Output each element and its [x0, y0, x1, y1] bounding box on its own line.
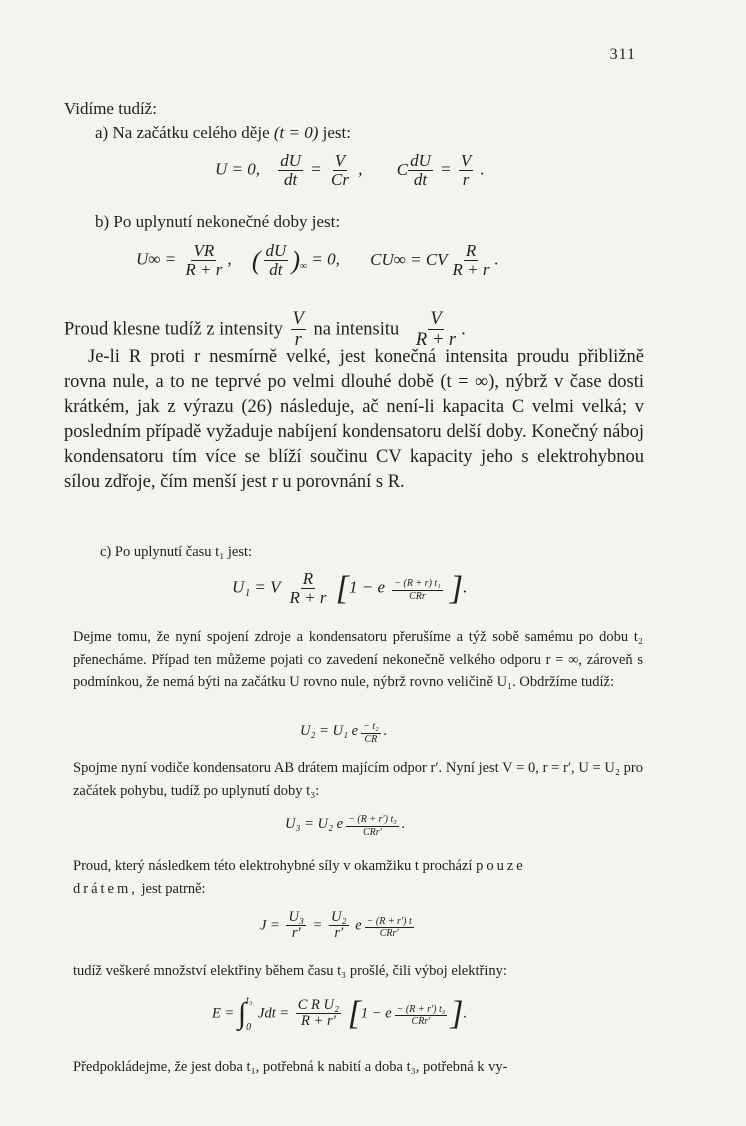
paragraph-5: tudíž veškeré množství elektřiny během času t₃ prošlé, čili výboj elektřiny:	[73, 963, 507, 979]
equation-b: U∞ = $\frac{VR}{R + r}$ , ( $\frac{dU}{dt}$ )$_\infty = 0$, CU∞ = CV $\frac{R}{R + r}$ .	[136, 241, 499, 279]
equation-a: U = 0, $\frac{dU}{dt}$ = $\frac{V}{Cr}$ , C $\frac{dU}{dt}$ = $\frac{V}{r}$ .	[215, 151, 485, 189]
case-b-line: b) Po uplynutí nekonečné doby jest:	[95, 212, 341, 231]
page-number: 311	[609, 46, 636, 63]
intro-text: Vidíme tudíž:	[64, 99, 157, 118]
case-a-line: a) Na začátku celého děje (t = 0) jest:	[95, 123, 351, 142]
equation-U2: U₂ = U₁ e $\frac{\text{− t₂}}{CR}$ .	[300, 721, 388, 745]
paragraph-2: Dejme tomu, že nyní spojení zdroje a kondensatoru přerušíme a týž sobě samému po dobu t₂ přenecháme. Případ ten můžeme pojati co zavedení nekonečně velkého odporu r = ∞, zároveň s podmínkou, že nemá býti na začátku U rovno nule, nýbrž rovno veličině U₁. Obdržíme tudíž:	[73, 629, 643, 690]
equation-J: J = $\frac{\text{U₃}}{r'}$ = $\frac{\text{U₂}}{r'}$ e $\frac{- (R + r') t}{\text{CRr′}}$	[260, 909, 412, 942]
case-c-line: c) Po uplynutí času t₁ jest:	[100, 544, 253, 560]
paragraph-1: Je-li R proti r nesmírně velké, jest konečná intensita proudu přibližně rovna nule, a to ne teprvé po velmi dlouhé době (t = ∞), nýbrž v čase dosti krátkém, jak z výrazu (26) následuje, ač není-li kapacita C velmi velká; v posledním případě vyžaduje nabíjení kondensatoru delší doby. Konečný náboj kondensatoru tím více se blíží součinu CV kapacity jeho s elektrohybnou sílou zdřoje, čím menší jest r u porovnání s R.	[64, 347, 644, 492]
current-line: Proud klesne tudíž z intensity $\frac{V}{r}$ na intensitu $\frac{V}{R + r}$ .	[64, 309, 466, 351]
paragraph-4: Proud, který následkem této elektrohybné síly v okamžiku t prochází pouze drátem, jest patrně:	[73, 858, 526, 897]
paragraph-6: Předpokládejme, že jest doba t₁, potřebná k nabití a doba t₃, potřebná k vy-	[73, 1059, 508, 1075]
equation-U3: U₃ = U₂ e $\frac{\text{− (R + r′) t₃}}{\text{CRr′}}$ .	[285, 814, 406, 838]
equation-c: U₁ = V $\frac{R}{R + r}$ [1 − e $\frac{\text{− (R + r) t₁}}{\text{CRr}}$ ].	[232, 569, 468, 607]
paragraph-3: Spojme nyní vodiče kondensatoru AB drátem majícím odpor r′. Nyní jest V = 0, r = r′, U = U₂ pro začátek pohybu, tudíž po uplynutí doby t₃:	[73, 760, 643, 799]
equation-E: E = ∫ t₃ 0 Jdt = $\frac{\text{C R U₂}}{R + r'}$ [1 − e $\frac{\text{− (R + r′) t₃}}{\text{CRr′}}$ ].	[212, 995, 468, 1033]
